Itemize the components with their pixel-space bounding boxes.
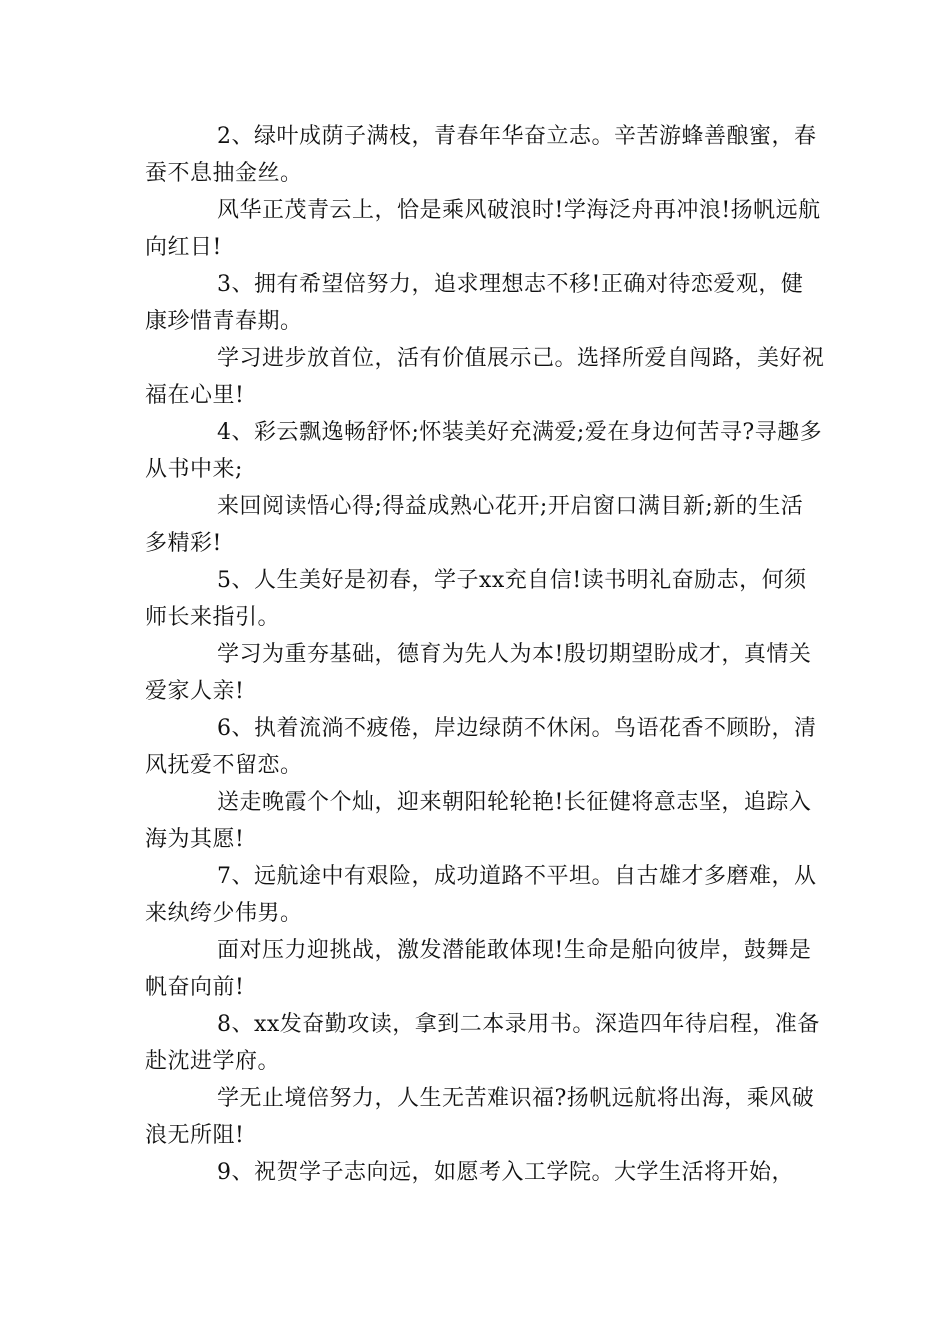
paragraph: 7、远航途中有艰险，成功道路不平坦。自古雄才多磨难，从来纨绔少伟男。 bbox=[145, 864, 817, 926]
paragraph: 4、彩云飘逸畅舒怀;怀装美好充满爱;爱在身边何苦寻?寻趣多从书中来; bbox=[145, 420, 823, 482]
paragraph: 学习进步放首位，活有价值展示己。选择所爱自闯路，美好祝福在心里! bbox=[145, 346, 825, 408]
paragraph: 学无止境倍努力，人生无苦难识福?扬帆远航将出海，乘风破浪无所阻! bbox=[145, 1086, 815, 1148]
paragraph: 来回阅读悟心得;得益成熟心花开;开启窗口满目新;新的生活多精彩! bbox=[145, 494, 804, 556]
paragraph: 6、执着流淌不疲倦，岸边绿荫不休闲。鸟语花香不顾盼，清风抚爱不留恋。 bbox=[145, 716, 817, 778]
document-body bbox=[145, 118, 825, 1191]
paragraph: 8、xx发奋勤攻读，拿到二本录用书。深造四年待启程，准备赴沈进学府。 bbox=[145, 1012, 820, 1074]
paragraph: 5、人生美好是初春，学子xx充自信!读书明礼奋励志，何须师长来指引。 bbox=[145, 568, 807, 630]
paragraph: 面对压力迎挑战，激发潜能敢体现!生命是船向彼岸，鼓舞是帆奋向前! bbox=[145, 938, 812, 1000]
paragraph: 3、拥有希望倍努力，追求理想志不移!正确对待恋爱观，健康珍惜青春期。 bbox=[145, 272, 804, 334]
paragraph: 2、绿叶成荫子满枝，青春年华奋立志。辛苦游蜂善酿蜜，春蚕不息抽金丝。 bbox=[145, 124, 817, 186]
paragraph: 9、祝贺学子志向远，如愿考入工学院。大学生活将开始， bbox=[217, 1160, 794, 1185]
paragraph: 学习为重夯基础，德育为先人为本!殷切期望盼成才，真情关爱家人亲! bbox=[145, 642, 812, 704]
paragraph: 送走晚霞个个灿，迎来朝阳轮轮艳!长征健将意志坚，追踪入海为其愿! bbox=[145, 790, 812, 852]
paragraph: 风华正茂青云上，恰是乘风破浪时!学海泛舟再冲浪!扬帆远航向红日! bbox=[145, 198, 821, 260]
